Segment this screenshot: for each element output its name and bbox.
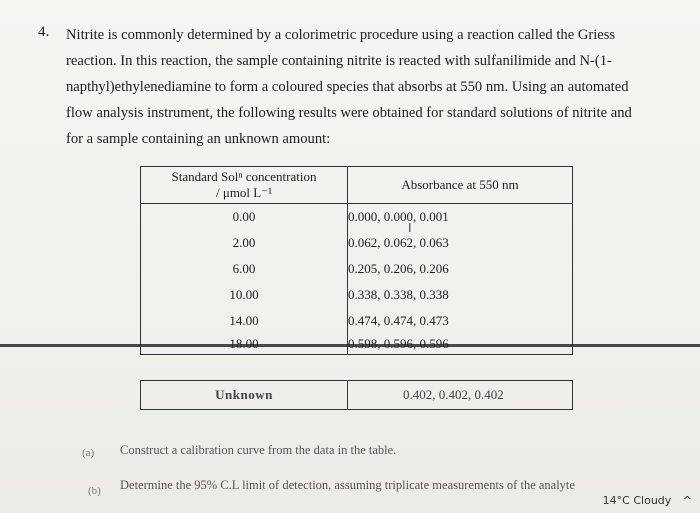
- weather-text: 14°C Cloudy: [602, 494, 672, 507]
- question-line: flow analysis instrument, the following results were obtained for standard solutions of nitrite and: [66, 105, 632, 121]
- concentration-cell: 10.00: [141, 282, 348, 308]
- concentration-header: [141, 167, 348, 204]
- unknown-absorbance: 0.402, 0.402, 0.402: [403, 387, 504, 402]
- redaction-bar: [0, 344, 700, 347]
- table-row: [141, 256, 573, 282]
- text-cursor-icon: I: [408, 221, 412, 235]
- concentration-cell: 2.00: [141, 230, 348, 256]
- question-line: for a sample containing an unknown amount:: [66, 131, 331, 147]
- subquestion-b-label: (b): [88, 485, 101, 497]
- table-row: [141, 308, 573, 334]
- absorbance-cell: 0.474, 0.474, 0.473: [348, 308, 573, 334]
- concentration-cell: 0.00: [141, 204, 348, 231]
- table-row: [141, 282, 573, 308]
- absorbance-cell: 0.338, 0.338, 0.338: [348, 282, 573, 308]
- subquestion-b-text: Determine the 95% C.L limit of detection, assuming triplicate measurements of the analyte: [120, 478, 575, 492]
- table-header-row: [141, 167, 573, 204]
- concentration-header-line2: / μmol L⁻¹: [215, 185, 272, 200]
- absorbance-cell: 0.000, 0.000, 0.001: [348, 204, 573, 231]
- standards-table: [140, 166, 573, 355]
- unknown-divider: [347, 381, 348, 409]
- question-line: Nitrite is commonly determined by a colorimetric procedure using a reaction called the Griess: [66, 27, 616, 43]
- table-row: [141, 204, 573, 231]
- absorbance-cell: 0.062, 0.062, 0.063: [348, 230, 573, 256]
- question-line: napthyl)ethylenediamine to form a coloured species that absorbs at 550 nm. Using an automated: [66, 79, 629, 95]
- concentration-cell: 6.00: [141, 256, 348, 282]
- taskbar-weather[interactable]: [603, 494, 692, 507]
- absorbance-cell: 0.205, 0.206, 0.206: [348, 256, 573, 282]
- unknown-label: Unknown: [215, 387, 273, 402]
- concentration-cell: 14.00: [141, 308, 348, 334]
- table-row: [141, 230, 573, 256]
- chevron-up-icon[interactable]: ^: [682, 494, 692, 507]
- subquestion-a-label: (a): [82, 447, 95, 459]
- question-number: 4.: [38, 24, 50, 40]
- subquestion-a-text: Construct a calibration curve from the data in the table.: [120, 443, 397, 457]
- question-line: reaction. In this reaction, the sample containing nitrite is reacted with sulfanilimide and N-(1-: [66, 53, 612, 69]
- absorbance-header: Absorbance at 550 nm: [348, 167, 573, 204]
- unknown-row: [140, 380, 573, 410]
- question-text: [66, 22, 656, 152]
- concentration-header-line1: Standard Solⁿ concentration: [171, 169, 317, 184]
